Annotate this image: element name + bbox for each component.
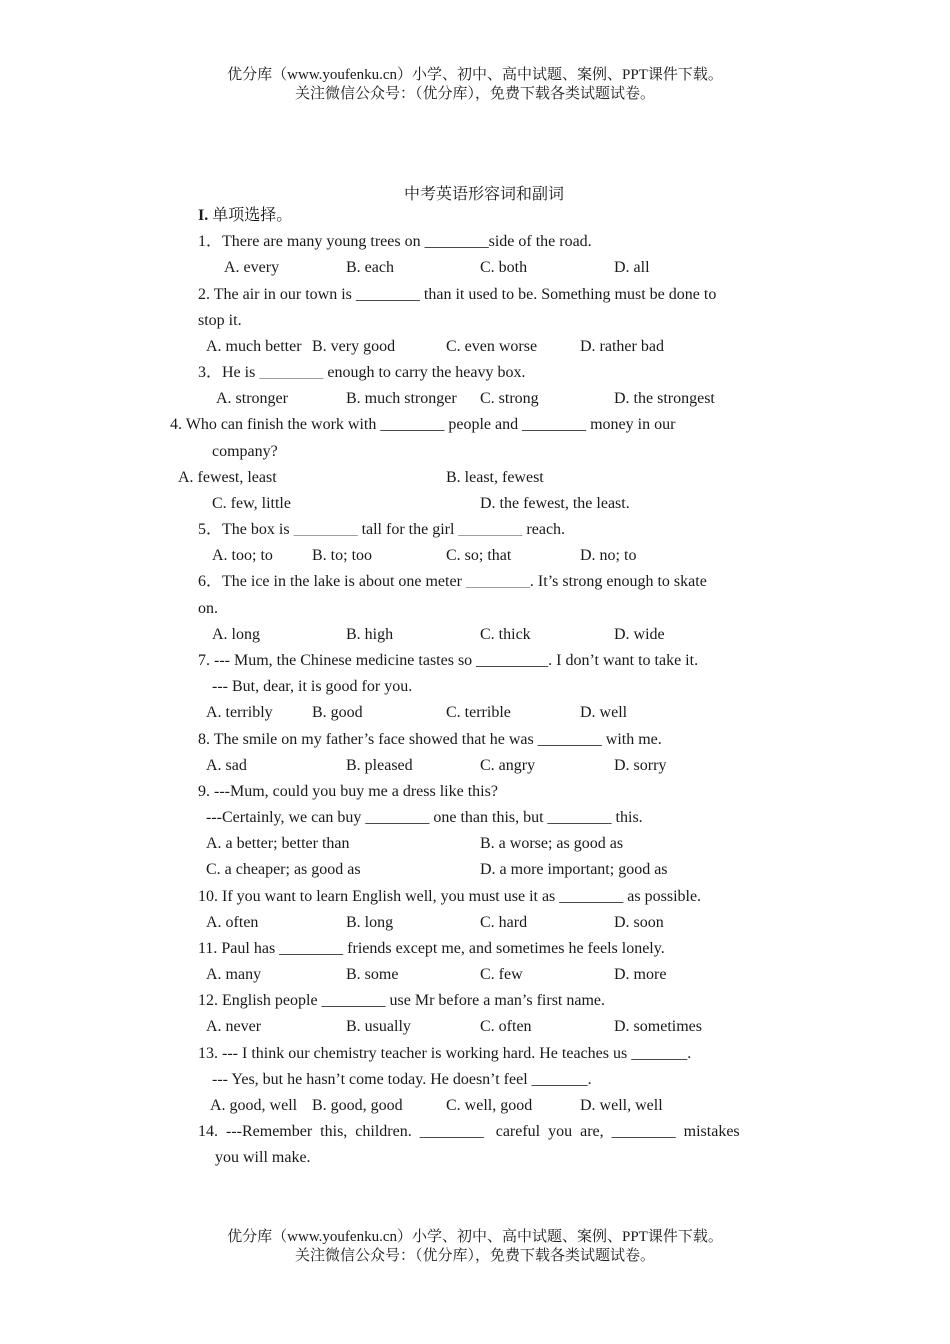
question-13-option-b: B. good, good [312,1097,403,1114]
question-6-option-b: B. high [346,626,394,643]
question-8-stem: 8. The smile on my father’s face showed that he was ________ with me. [198,731,662,748]
question-11-option-a: A. many [206,966,262,983]
section-heading [198,206,292,226]
footer-line-2: 关注微信公众号：（优分库），免费下载各类试题试卷。 [294,1248,655,1264]
question-4-option-c: C. few, little [212,495,291,512]
q3-text-b: enough to carry the heavy box. [323,364,526,381]
question-10-option-c: C. hard [480,914,528,931]
question-8-option-d: D. sorry [614,757,667,774]
question-12-option-a: A. never [206,1018,262,1035]
question-7-option-d: D. well [580,704,628,721]
question-6-stem [198,572,707,592]
question-11-stem: 11. Paul has ________ friends except me, and sometimes he feels lonely. [198,940,665,957]
question-1-option-a: A. every [224,259,280,276]
question-9-option-b: B. a worse; as good as [480,835,624,852]
question-3-option-d: D. the strongest [614,390,715,407]
question-1-stem: 1．There are many young trees on ________side of the road. [198,233,592,250]
question-4-stem: 4. Who can finish the work with ________ people and ________ money in our [170,416,676,433]
question-3-option-c: C. strong [480,390,539,407]
question-5-option-c: C. so; that [446,547,512,564]
question-8-option-b: B. pleased [346,757,413,774]
question-6-option-a: A. long [212,626,260,643]
question-8-option-c: C. angry [480,757,536,774]
question-9-option-c: C. a cheaper; as good as [206,861,361,878]
question-10-option-b: B. long [346,914,394,931]
question-9-option-d: D. a more important; good as [480,861,668,878]
question-1-option-d: D. all [614,259,650,276]
question-14-stem-cont: you will make. [215,1149,311,1166]
question-11-option-d: D. more [614,966,667,983]
header-line-2: 关注微信公众号：（优分库），免费下载各类试题试卷。 [294,86,655,102]
question-6-option-c: C. thick [480,626,531,643]
q6-text-b: . It’s strong enough to skate [529,573,707,590]
question-4-stem-cont: company? [212,443,278,460]
header-line-1: 优分库（www.youfenku.cn）小学、初中、高中试题、案例、PPT课件下载。 [227,67,723,83]
question-7-option-b: B. good [312,704,363,721]
question-12-option-d: D. sometimes [614,1018,702,1035]
footer-line-1: 优分库（www.youfenku.cn）小学、初中、高中试题、案例、PPT课件下载。 [227,1229,723,1245]
question-8-option-a: A. sad [206,757,247,774]
q5-text-a: 5．The box is [198,521,294,538]
question-4-option-d: D. the fewest, the least. [480,495,630,512]
question-9-option-a: A. a better; better than [206,835,350,852]
question-7-option-c: C. terrible [446,704,511,721]
question-7-stem: 7. --- Mum, the Chinese medicine tastes so _________. I don’t want to take it. [198,652,699,669]
question-3-option-a: A. stronger [216,390,288,407]
q3-text-a: 3．He is [198,364,260,381]
question-10-option-a: A. often [206,914,259,931]
question-1-option-b: B. each [346,259,394,276]
question-2-option-a: A. much better [206,338,302,355]
q5-blank-2: ________ [458,521,523,538]
question-9-stem-cont: ---Certainly, we can buy ________ one than this, but ________ this. [206,809,643,826]
q3-blank: ________ [259,364,324,381]
q5-text-b: tall for the girl [357,521,459,538]
question-11-option-b: B. some [346,966,399,983]
question-1-option-c: C. both [480,259,528,276]
question-2-stem: 2. The air in our town is ________ than it used to be. Something must be done to [198,286,717,303]
q6-blank: ________ [465,573,530,590]
question-10-stem: 10. If you want to learn English well, you must use it as ________ as possible. [198,888,702,905]
question-12-option-b: B. usually [346,1018,411,1035]
question-5-stem [198,520,565,540]
question-6-stem-cont: on. [198,600,218,617]
question-5-option-d: D. no; to [580,547,637,564]
question-14-stem: 14. ---Remember this, children. ________ careful you are, ________ mistakes [198,1123,740,1140]
q6-text-a: 6．The ice in the lake is about one meter [198,573,466,590]
question-2-option-b: B. very good [312,338,396,355]
question-3-stem [198,363,526,383]
question-2-option-d: D. rather bad [580,338,664,355]
section-label: 单项选择。 [208,207,293,224]
page-footer [0,1228,950,1266]
section-number: I. [198,207,209,224]
question-5-option-a: A. too; to [212,547,273,564]
question-5-option-b: B. to; too [312,547,373,564]
page-header [0,66,950,104]
question-13-option-d: D. well, well [580,1097,663,1114]
question-9-stem: 9. ---Mum, could you buy me a dress like this? [198,783,498,800]
question-13-option-c: C. well, good [446,1097,533,1114]
question-13-stem: 13. --- I think our chemistry teacher is working hard. He teaches us _______. [198,1045,692,1062]
question-13-stem-cont: --- Yes, but he hasn’t come today. He doesn’t feel _______. [212,1071,592,1088]
question-6-option-d: D. wide [614,626,665,643]
page-title: 中考英语形容词和副词 [403,186,564,203]
question-3-option-b: B. much stronger [346,390,457,407]
question-2-option-c: C. even worse [446,338,538,355]
question-2-stem-cont: stop it. [198,312,242,329]
question-10-option-d: D. soon [614,914,664,931]
question-4-option-a: A. fewest, least [178,469,277,486]
question-12-option-c: C. often [480,1018,532,1035]
question-7-option-a: A. terribly [206,704,273,721]
question-4-option-b: B. least, fewest [446,469,544,486]
question-11-option-c: C. few [480,966,523,983]
q5-blank-1: ________ [293,521,358,538]
question-7-stem-cont: --- But, dear, it is good for you. [212,678,413,695]
question-13-option-a: A. good, well [210,1097,298,1114]
question-12-stem: 12. English people ________ use Mr before a man’s first name. [198,992,606,1009]
q5-text-c: reach. [522,521,566,538]
